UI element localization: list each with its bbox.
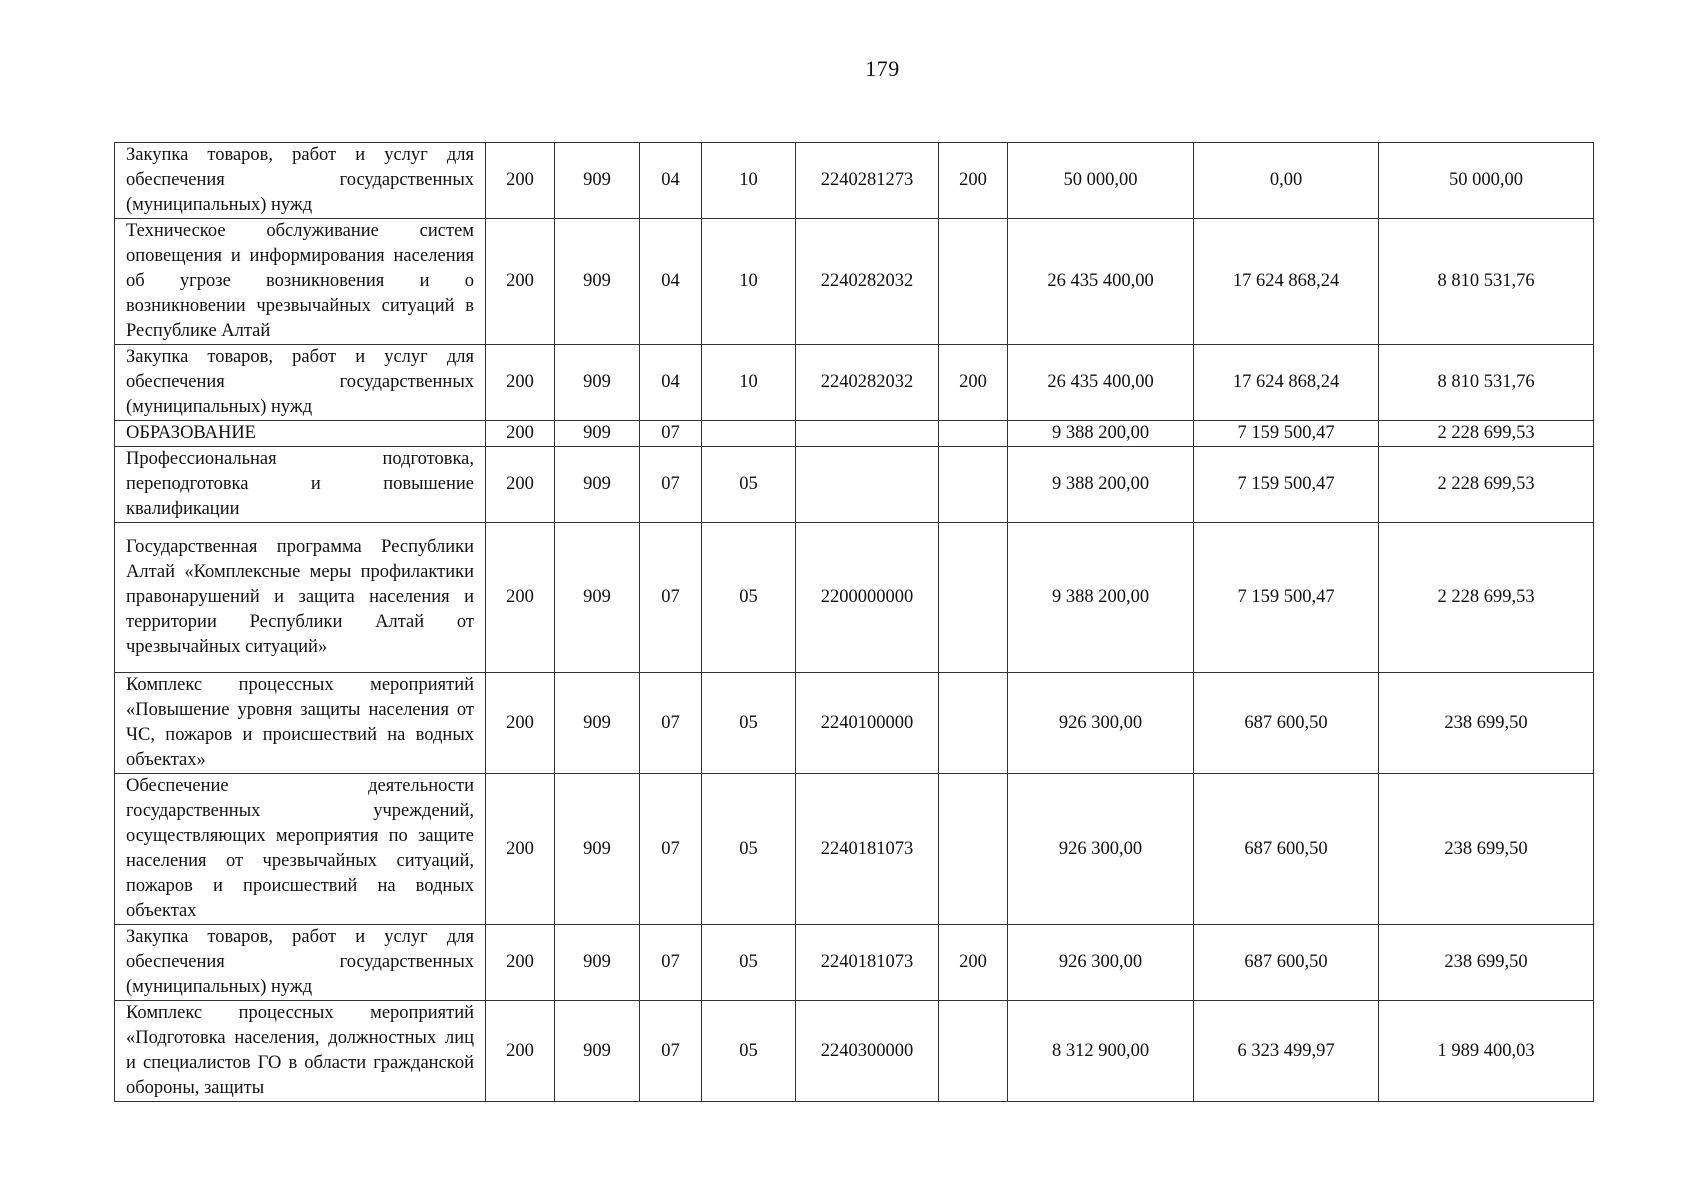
value-cell: 200	[486, 1001, 555, 1102]
value-cell: 926 300,00	[1008, 774, 1194, 925]
value-cell: 909	[555, 925, 640, 1001]
value-cell: 05	[702, 774, 796, 925]
value-cell: 10	[702, 345, 796, 421]
value-cell: 7 159 500,47	[1194, 523, 1379, 673]
value-cell: 2240181073	[796, 925, 939, 1001]
value-cell	[796, 447, 939, 523]
value-cell: 05	[702, 673, 796, 774]
value-cell	[939, 219, 1008, 345]
row-name-cell: Закупка товаров, работ и услуг для обеспечения государственных (муниципальных) нужд	[115, 925, 486, 1001]
table-row	[115, 925, 1594, 1001]
value-cell: 200	[486, 774, 555, 925]
value-cell: 07	[640, 925, 702, 1001]
value-cell: 8 810 531,76	[1379, 345, 1594, 421]
value-cell	[939, 421, 1008, 447]
value-cell: 200	[486, 523, 555, 673]
table-row	[115, 1001, 1594, 1102]
value-cell: 200	[486, 421, 555, 447]
value-cell: 07	[640, 673, 702, 774]
value-cell: 909	[555, 673, 640, 774]
value-cell: 9 388 200,00	[1008, 421, 1194, 447]
value-cell: 2 228 699,53	[1379, 447, 1594, 523]
value-cell: 9 388 200,00	[1008, 447, 1194, 523]
row-name-cell: Закупка товаров, работ и услуг для обеспечения государственных (муниципальных) нужд	[115, 143, 486, 219]
value-cell: 50 000,00	[1379, 143, 1594, 219]
budget-table	[114, 142, 1594, 1102]
value-cell: 07	[640, 421, 702, 447]
value-cell: 2240181073	[796, 774, 939, 925]
value-cell: 9 388 200,00	[1008, 523, 1194, 673]
page-number: 179	[865, 56, 900, 81]
value-cell	[939, 774, 1008, 925]
value-cell: 17 624 868,24	[1194, 219, 1379, 345]
value-cell: 200	[486, 143, 555, 219]
value-cell: 200	[486, 345, 555, 421]
value-cell: 10	[702, 143, 796, 219]
value-cell: 909	[555, 447, 640, 523]
value-cell: 2240282032	[796, 345, 939, 421]
value-cell: 26 435 400,00	[1008, 345, 1194, 421]
row-name-cell: Комплекс процессных мероприятий «Повышение уровня защиты населения от ЧС, пожаров и происшествий на водных объектах»	[115, 673, 486, 774]
value-cell: 200	[486, 925, 555, 1001]
value-cell: 05	[702, 447, 796, 523]
value-cell: 200	[486, 219, 555, 345]
value-cell: 05	[702, 1001, 796, 1102]
value-cell: 926 300,00	[1008, 673, 1194, 774]
value-cell: 2 228 699,53	[1379, 523, 1594, 673]
value-cell: 05	[702, 523, 796, 673]
value-cell	[939, 673, 1008, 774]
value-cell: 7 159 500,47	[1194, 421, 1379, 447]
value-cell: 687 600,50	[1194, 774, 1379, 925]
value-cell: 07	[640, 447, 702, 523]
table-row	[115, 421, 1594, 447]
row-name-cell: Комплекс процессных мероприятий «Подготовка населения, должностных лиц и специалистов ГО в области гражданской обороны, защиты	[115, 1001, 486, 1102]
row-name-cell: Профессиональная подготовка, переподготовка и повышение квалификации	[115, 447, 486, 523]
table-row	[115, 523, 1594, 673]
value-cell: 26 435 400,00	[1008, 219, 1194, 345]
value-cell: 1 989 400,03	[1379, 1001, 1594, 1102]
value-cell: 2240281273	[796, 143, 939, 219]
value-cell: 8 810 531,76	[1379, 219, 1594, 345]
value-cell: 17 624 868,24	[1194, 345, 1379, 421]
table-row	[115, 673, 1594, 774]
value-cell: 200	[939, 143, 1008, 219]
value-cell: 7 159 500,47	[1194, 447, 1379, 523]
value-cell: 2240300000	[796, 1001, 939, 1102]
row-name-cell: Обеспечение деятельности государственных учреждений, осуществляющих мероприятия по защите населения от чрезвычайных ситуаций, пожаров и происшествий на водных объектах	[115, 774, 486, 925]
table-row	[115, 774, 1594, 925]
value-cell: 238 699,50	[1379, 925, 1594, 1001]
value-cell: 2240100000	[796, 673, 939, 774]
value-cell: 04	[640, 143, 702, 219]
row-name-cell: Закупка товаров, работ и услуг для обеспечения государственных (муниципальных) нужд	[115, 345, 486, 421]
value-cell: 10	[702, 219, 796, 345]
value-cell: 200	[939, 345, 1008, 421]
value-cell: 687 600,50	[1194, 925, 1379, 1001]
table-row	[115, 345, 1594, 421]
value-cell: 0,00	[1194, 143, 1379, 219]
value-cell	[939, 523, 1008, 673]
row-name-cell: Техническое обслуживание систем оповещения и информирования населения об угрозе возникновения и о возникновении чрезвычайных ситуаций в Республике Алтай	[115, 219, 486, 345]
value-cell: 05	[702, 925, 796, 1001]
table-row	[115, 447, 1594, 523]
value-cell: 2 228 699,53	[1379, 421, 1594, 447]
value-cell: 2200000000	[796, 523, 939, 673]
value-cell: 04	[640, 219, 702, 345]
value-cell: 909	[555, 345, 640, 421]
value-cell: 926 300,00	[1008, 925, 1194, 1001]
value-cell: 909	[555, 1001, 640, 1102]
value-cell	[796, 421, 939, 447]
value-cell: 687 600,50	[1194, 673, 1379, 774]
value-cell	[939, 1001, 1008, 1102]
value-cell: 238 699,50	[1379, 774, 1594, 925]
value-cell: 200	[486, 673, 555, 774]
table-row	[115, 219, 1594, 345]
value-cell: 8 312 900,00	[1008, 1001, 1194, 1102]
value-cell: 6 323 499,97	[1194, 1001, 1379, 1102]
table-row	[115, 143, 1594, 219]
value-cell: 07	[640, 774, 702, 925]
value-cell: 07	[640, 1001, 702, 1102]
value-cell: 04	[640, 345, 702, 421]
value-cell: 909	[555, 523, 640, 673]
value-cell: 2240282032	[796, 219, 939, 345]
value-cell: 909	[555, 421, 640, 447]
value-cell: 909	[555, 774, 640, 925]
value-cell: 200	[486, 447, 555, 523]
value-cell: 238 699,50	[1379, 673, 1594, 774]
value-cell: 50 000,00	[1008, 143, 1194, 219]
value-cell	[939, 447, 1008, 523]
row-name-cell: Государственная программа Республики Алтай «Комплексные меры профилактики правонарушений и защита населения и территории Республики Алтай от чрезвычайных ситуаций»	[115, 523, 486, 673]
value-cell	[702, 421, 796, 447]
row-name-cell: ОБРАЗОВАНИЕ	[115, 421, 486, 447]
value-cell: 07	[640, 523, 702, 673]
value-cell: 200	[939, 925, 1008, 1001]
value-cell: 909	[555, 143, 640, 219]
value-cell: 909	[555, 219, 640, 345]
